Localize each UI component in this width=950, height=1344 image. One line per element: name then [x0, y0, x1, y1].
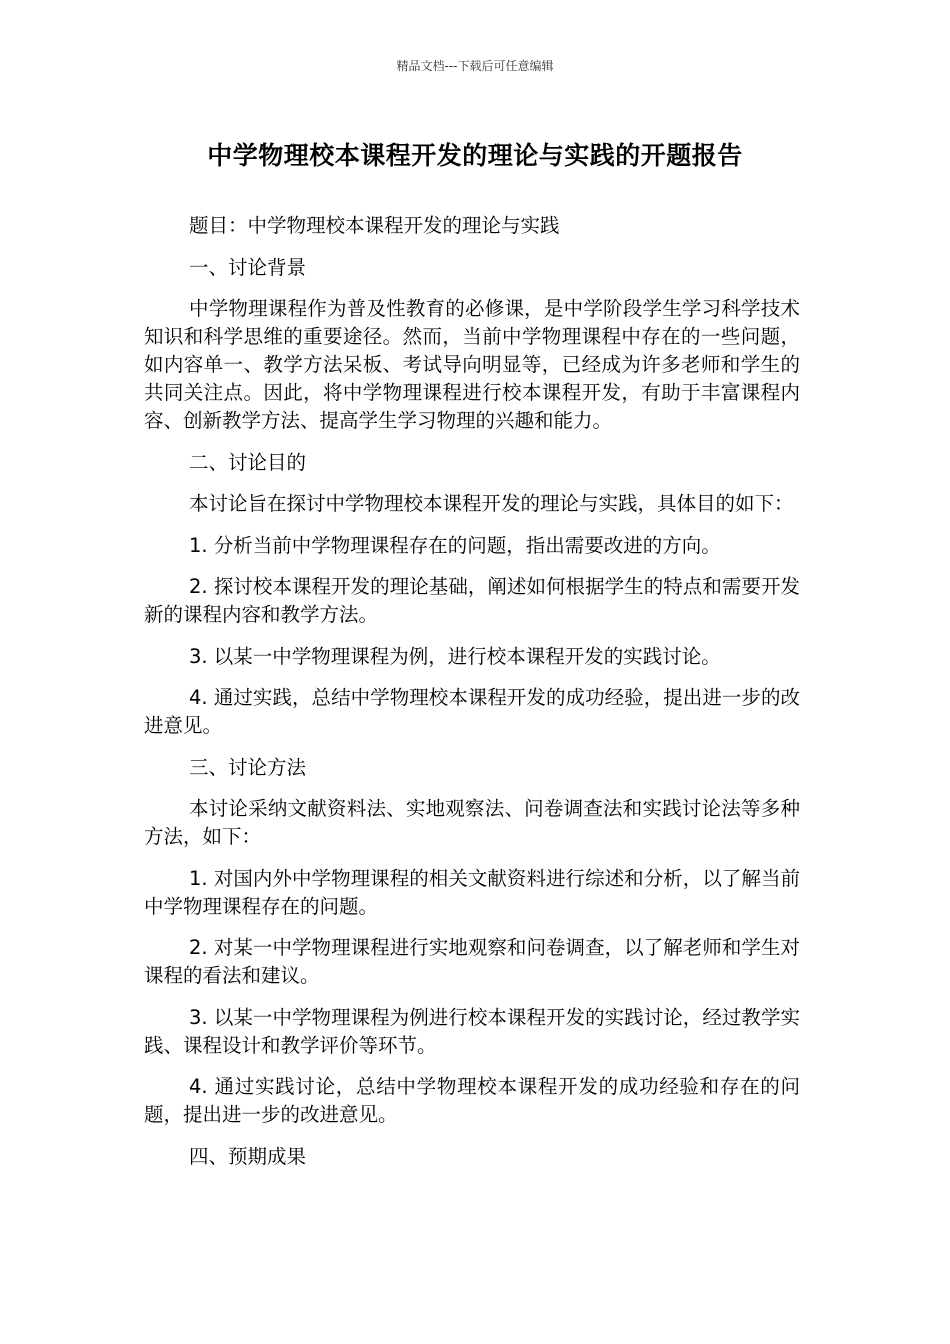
- section-heading-purpose: 二、讨论目的: [189, 450, 307, 474]
- method-item-4: 4. 通过实践讨论，总结中学物理校本课程开发的成功经验和存在的问题，提出进一步的改进意见。: [144, 1075, 800, 1126]
- purpose-intro-paragraph: 本讨论旨在探讨中学物理校本课程开发的理论与实践，具体目的如下：: [189, 492, 794, 515]
- purpose-item-4: 4. 通过实践，总结中学物理校本课程开发的成功经验，提出进一步的改进意见。: [144, 686, 800, 737]
- method-item-2: 2. 对某一中学物理课程进行实地观察和问卷调查，以了解老师和学生对课程的看法和建议。: [144, 936, 800, 987]
- background-paragraph: 中学物理课程作为普及性教育的必修课，是中学阶段学生学习科学技术知识和科学思维的重要途径。然而，当前中学物理课程中存在的一些问题，如内容单一、教学方法呆板、考试导向明显等，已经成为许多老师和学生的共同关注点。因此，将中学物理课程进行校本课程开发，有助于丰富课程内容、创新教学方法、提高学生学习物理的兴趣和能力。: [144, 297, 800, 432]
- purpose-item-3: 3. 以某一中学物理课程为例，进行校本课程开发的实践讨论。: [189, 644, 721, 668]
- section-heading-outcomes: 四、预期成果: [189, 1144, 307, 1168]
- method-intro-paragraph: 本讨论采纳文献资料法、实地观察法、问卷调查法和实践讨论法等多种方法，如下：: [144, 797, 800, 848]
- method-item-1: 1. 对国内外中学物理课程的相关文献资料进行综述和分析，以了解当前中学物理课程存在的问题。: [144, 866, 800, 918]
- method-item-3: 3. 以某一中学物理课程为例进行校本课程开发的实践讨论，经过教学实践、课程设计和教学评价等环节。: [144, 1005, 800, 1057]
- document-body: [144, 212, 800, 1184]
- purpose-item-1: 1. 分析当前中学物理课程存在的问题，指出需要改进的方向。: [189, 533, 721, 557]
- page-header: 精品文档---下载后可任意编辑: [396, 59, 554, 73]
- section-heading-method: 三、讨论方法: [189, 755, 307, 779]
- purpose-item-2: 2. 探讨校本课程开发的理论基础，阐述如何根据学生的特点和需要开发新的课程内容和教学方法。: [144, 575, 800, 626]
- subject-line: 题目：中学物理校本课程开发的理论与实践: [189, 214, 560, 237]
- section-heading-background: 一、讨论背景: [189, 255, 307, 279]
- document-title: 中学物理校本课程开发的理论与实践的开题报告: [207, 141, 743, 170]
